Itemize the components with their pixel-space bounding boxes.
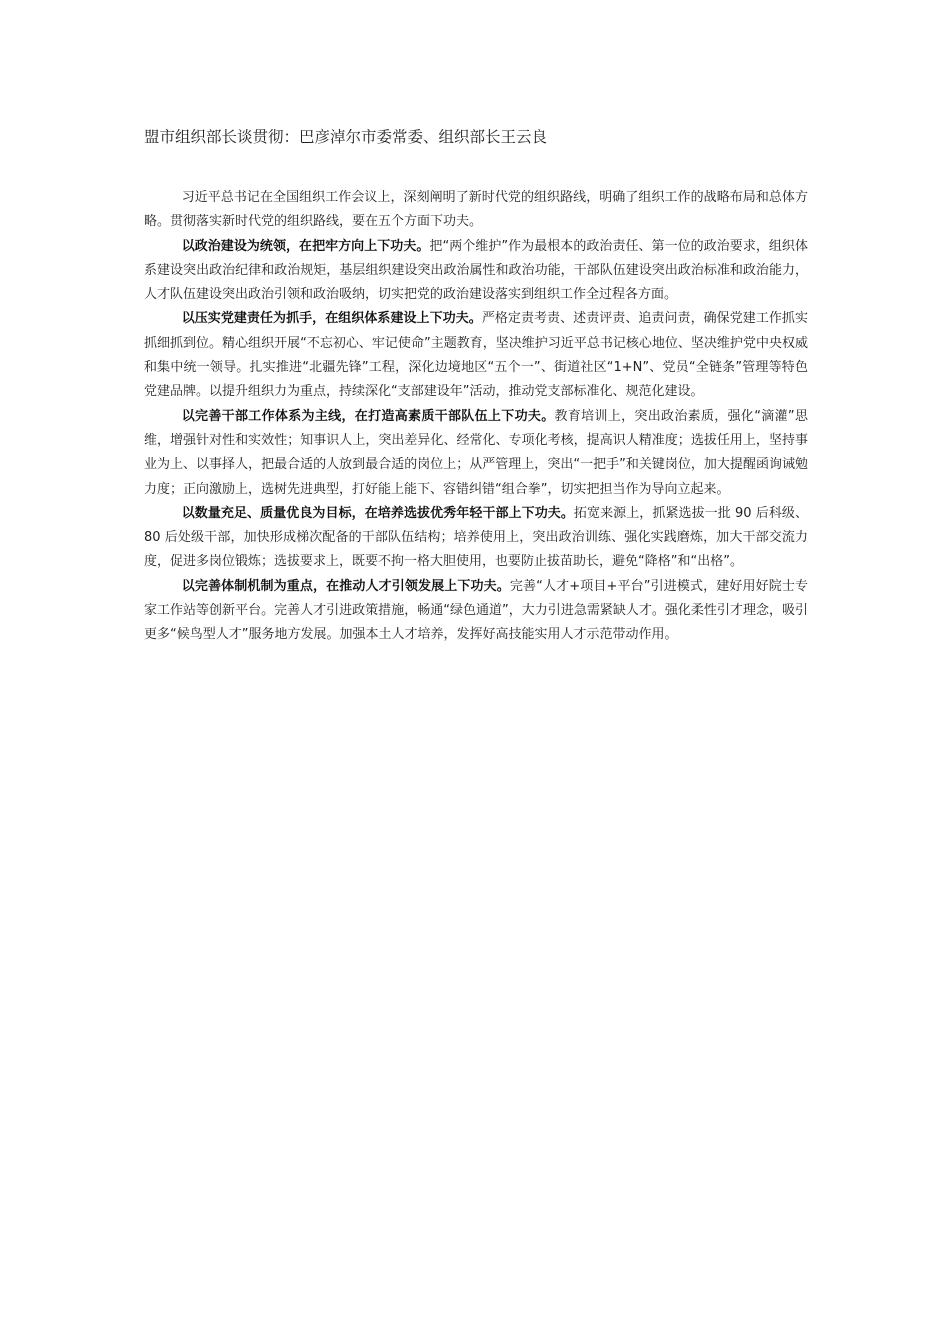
paragraph-lead: 以压实党建责任为抓手，在组织体系建设上下功夫。 [181,311,482,327]
paragraph-text: 习近平总书记在全国组织工作会议上，深刻阐明了新时代党的组织路线，明确了组织工作的战略布局和总体方略。贯彻落实新时代党的组织路线，要在五个方面下功夫。 [144,190,808,230]
paragraph-talent-mechanism [144,575,808,648]
paragraph-text: 严格定责考责、述责评责、追责问责，确保党建工作抓实抓细抓到位。精心组织开展“不忘初心、牢记使命”主题教育，坚决维护习近平总书记核心地位、坚决维护党中央权威和集中统一领导。扎实推进“北疆先锋”工程，深化边境地区“五个一”、街道社区“1+N”、党员“全链条”管理等特色党建品牌。以提升组织力为重点，持续深化“支部建设年”活动，推动党支部标准化、规范化建设。 [144,311,808,400]
paragraph-political-building [144,235,808,308]
paragraph-lead: 以完善干部工作体系为主线，在打造高素质干部队伍上下功夫。 [181,408,555,424]
paragraph-text: 教育培训上，突出政治素质，强化“滴灌”思维，增强针对性和实效性；知事识人上，突出差异化、经常化、专项化考核，提高识人精准度；选拔任用上，坚持事业为上、以事择人，把最合适的人放到最合适的岗位上；从严管理上，突出“一把手”和关键岗位，加大提醒函询诫勉力度；正向激励上，选树先进典型，打好能上能下、容错纠错“组合拳”，切实把担当作为导向立起来。 [144,408,808,497]
paragraph-young-cadres [144,502,808,575]
document-title: 盟市组织部长谈贯彻：巴彦淖尔市委常委、组织部长王云良 [144,128,548,146]
paragraph-lead: 以完善体制机制为重点，在推动人才引领发展上下功夫。 [181,578,510,594]
paragraph-text: 拓宽来源上，抓紧选拔一批 90 后科级、80 后处级干部，加快形成梯次配备的干部队伍结构；培养使用上，突出政治训练、强化实践磨炼，加大干部交流力度，促进多岗位锻炼；选拔要求上，既要不拘一格大胆使用，也要防止拔苗助长，避免“降格”和“出格”。 [144,505,808,570]
paragraph-lead: 以政治建设为统领，在把牢方向上下功夫。 [181,238,430,254]
paragraph-intro [144,186,808,235]
paragraph-party-responsibility [144,307,808,404]
paragraph-text: 完善“人才+项目+平台”引进模式，建好用好院士专家工作站等创新平台。完善人才引进政策措施，畅通“绿色通道”，大力引进急需紧缺人才。强化柔性引才理念，吸引更多“候鸟型人才”服务地方发展。加强本土人才培养，发挥好高技能实用人才示范带动作用。 [144,578,808,643]
paragraph-lead: 以数量充足、质量优良为目标，在培养选拔优秀年轻干部上下功夫。 [181,505,574,521]
document-body [144,186,808,648]
document-page [144,120,808,648]
paragraph-text: 把“两个维护”作为最根本的政治责任、第一位的政治要求，组织体系建设突出政治纪律和政治规矩，基层组织建设突出政治属性和政治功能，干部队伍建设突出政治标准和政治能力，人才队伍建设突出政治引领和政治吸纳，切实把党的政治建设落实到组织工作全过程各方面。 [144,238,808,303]
paragraph-cadre-system [144,405,808,502]
